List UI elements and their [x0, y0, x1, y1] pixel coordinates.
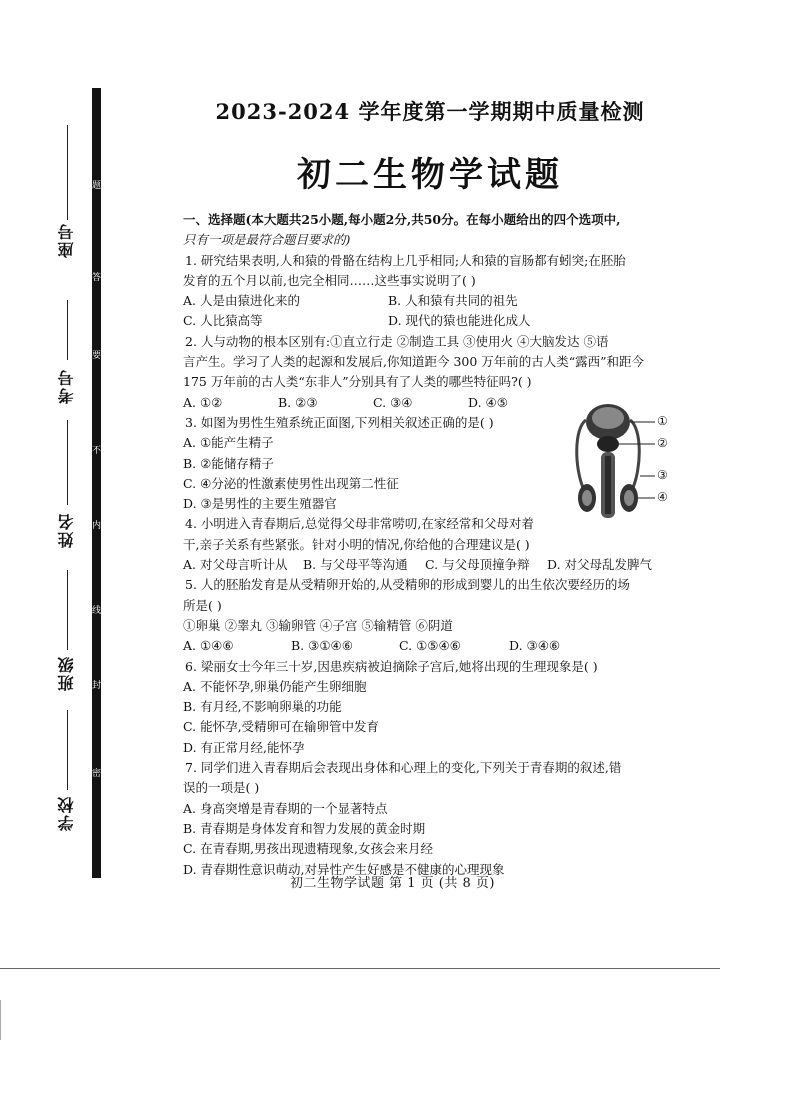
- q7-stem: 7. 同学们进入青春期后会表现出身体和心理上的变化,下列关于青春期的叙述,错: [185, 760, 622, 776]
- seal-char: 线: [92, 606, 102, 616]
- q6-stem: 6. 梁丽女士今年三十岁,因患疾病被迫摘除子宫后,她将出现的生理现象是( ): [185, 658, 598, 674]
- diagram-label-4: ④: [657, 490, 668, 504]
- q1-options-row2: [183, 311, 668, 331]
- q1-stem: 1. 研究结果表明,人和猿的骨骼在结构上几乎相同;人和猿的盲肠都有蚓突;在胚胎: [185, 252, 626, 268]
- q4-option-d: D. 对父母乱发脾气: [547, 557, 653, 573]
- q2-stem-cont: 言产生。学习了人类的起源和发展后,你知道距今 300 万年前的古人类“露西”和距今: [183, 354, 645, 370]
- q6-option-a: A. 不能怀孕,卵巢仍能产生卵细胞: [183, 678, 367, 694]
- school-line: [67, 710, 68, 790]
- q3-stem: 3. 如图为男性生殖系统正面图,下列相关叙述正确的是( ): [185, 414, 494, 430]
- class-label: 班级: [57, 655, 76, 691]
- class-line: [67, 570, 68, 650]
- q2-option-d: D. ④⑤: [468, 394, 508, 410]
- q2-stem: 2. 人与动物的根本区别有:①直立行走 ②制造工具 ③使用火 ④大脑发达 ⑤语: [185, 333, 609, 349]
- q2-option-c: C. ③④: [373, 394, 413, 410]
- q2-option-b: B. ②③: [278, 394, 318, 410]
- q1-option-c: C. 人比猿高等: [183, 313, 263, 329]
- exam-number-line: [67, 300, 68, 360]
- q7-option-a: A. 身高突增是青春期的一个显著特点: [183, 800, 388, 816]
- q4-options: [183, 555, 668, 575]
- section-note: 只有一项是最符合题目要求的): [183, 232, 351, 248]
- q5-options: [183, 636, 668, 656]
- seal-char: 题: [92, 181, 102, 191]
- seal-char: 答: [92, 273, 102, 283]
- name-line: [67, 420, 68, 505]
- q4-option-b: B. 与父母平等沟通: [303, 557, 408, 573]
- page-footer: 初二生物学试题 第 1 页 (共 8 页): [290, 876, 495, 891]
- q3-option-c: C. ④分泌的性激素使男性出现第二性征: [183, 475, 399, 491]
- q2-option-a: A. ①②: [183, 394, 223, 410]
- q5-stem: 5. 人的胚胎发育是从受精卵开始的,从受精卵的形成到婴儿的出生依次要经历的场: [185, 577, 630, 593]
- seal-char: 密: [92, 769, 102, 779]
- q4-stem: 4. 小明进入青春期后,总觉得父母非常唠叨,在家经常和父母对着: [185, 516, 534, 532]
- diagram-label-3: ③: [657, 468, 668, 482]
- subject-title: 初二生物学试题: [297, 155, 563, 195]
- seal-char: 内: [92, 521, 102, 531]
- q1-options-row1: [183, 291, 668, 311]
- binding-strip: [92, 88, 101, 878]
- exam-title: 2023-2024 学年度第一学期期中质量检测: [215, 99, 645, 124]
- seat-number-line: [67, 125, 68, 220]
- q5-option-a: A. ①④⑥: [183, 638, 234, 654]
- q5-stem-cont: 所是( ): [183, 597, 222, 613]
- q6-option-c: C. 能怀孕,受精卵可在输卵管中发育: [183, 719, 380, 735]
- q1-option-d: D. 现代的猿也能进化成人: [388, 313, 531, 329]
- q7-option-d: D. 青春期性意识萌动,对异性产生好感是不健康的心理现象: [183, 861, 505, 877]
- q6-option-d: D. 有正常月经,能怀孕: [183, 739, 305, 755]
- q5-option-d: D. ③④⑥: [509, 638, 561, 654]
- q1-option-a: A. 人是由猿进化来的: [183, 293, 300, 309]
- q3-option-d: D. ③是男性的主要生殖器官: [183, 496, 337, 512]
- section-heading: 一、选择题(本大题共25小题,每小题2分,共50分。在每小题给出的四个选项中,: [183, 212, 621, 227]
- scan-edge-line: [0, 968, 720, 969]
- seal-char: 不: [92, 446, 102, 456]
- q5-option-c: C. ①⑤④⑥: [399, 638, 461, 654]
- q4-option-a: A. 对父母言听计从: [183, 557, 288, 573]
- q1-stem-cont: 发育的五个月以前,也完全相同……这些事实说明了( ): [183, 272, 476, 288]
- q5-items: ①卵巢 ②睾丸 ③输卵管 ④子宫 ⑤输精管 ⑥阴道: [183, 617, 453, 633]
- scan-edge-mark: [0, 1000, 9, 1040]
- q5-option-b: B. ③①④⑥: [291, 638, 353, 654]
- q7-option-b: B. 青春期是身体发育和智力发展的黄金时期: [183, 820, 426, 836]
- q3-option-a: A. ①能产生精子: [183, 435, 274, 451]
- diagram-label-1: ①: [657, 414, 668, 428]
- q4-stem-cont: 干,亲子关系有些紧张。针对小明的情况,你给他的合理建议是( ): [183, 536, 530, 552]
- q6-option-b: B. 有月经,不影响卵巢的功能: [183, 699, 342, 715]
- name-label: 姓名: [57, 512, 76, 548]
- q3-option-b: B. ②能储存精子: [183, 455, 274, 471]
- q1-option-b: B. 人和猿有共同的祖先: [388, 293, 518, 309]
- q2-stem-cont2: 175 万年前的古人类“东非人”分别具有了人类的哪些特征吗?( ): [183, 374, 532, 390]
- diagram-label-2: ②: [657, 436, 668, 450]
- question-content: [183, 210, 668, 880]
- q4-option-c: C. 与父母顶撞争辩: [425, 557, 530, 573]
- seal-char: 封: [92, 681, 102, 691]
- q7-option-c: C. 在青春期,男孩出现遗精现象,女孩会来月经: [183, 841, 434, 857]
- school-label: 学校: [57, 795, 76, 831]
- male-reproductive-diagram: [570, 398, 680, 528]
- exam-number-label: 考号: [57, 368, 76, 404]
- seat-number-label: 座号: [57, 222, 76, 258]
- seal-char: 要: [92, 351, 102, 361]
- q7-stem-cont: 误的一项是( ): [183, 780, 260, 796]
